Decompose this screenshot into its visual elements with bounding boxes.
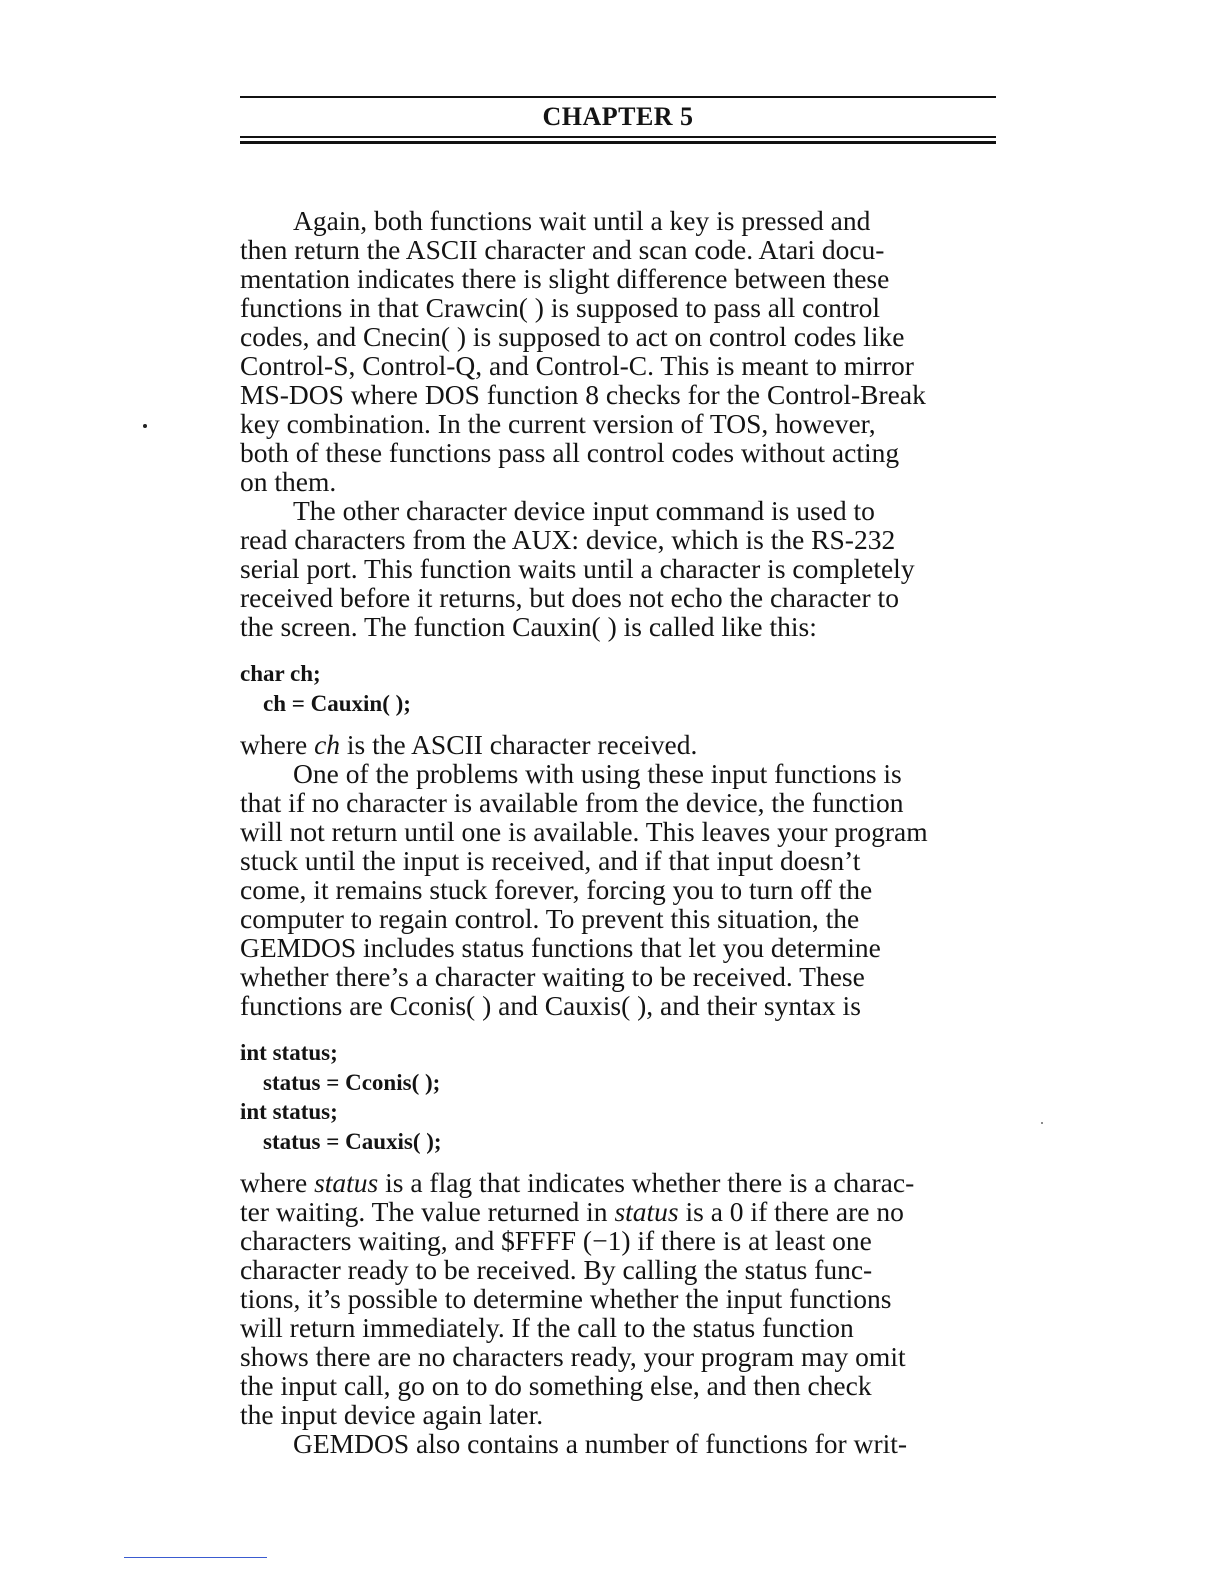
text-line: functions in that Crawcin( ) is supposed to pass all control	[240, 292, 881, 323]
text-line: tions, it’s possible to determine whether the input functions	[240, 1283, 892, 1314]
code-line: status = Cauxis( );	[263, 1128, 442, 1154]
text-line: will return immediately. If the call to the status function	[240, 1312, 854, 1343]
text-line: Control-S, Control-Q, and Control-C. This is meant to mirror	[240, 350, 914, 381]
text-line: GEMDOS includes status functions that let you determine	[240, 932, 881, 963]
code-block-cauxin	[240, 659, 1000, 718]
text-line: the input call, go on to do something else, and then check	[240, 1370, 872, 1401]
text-line: mentation indicates there is slight difference between these	[240, 263, 890, 294]
footnote-rule	[124, 1557, 267, 1558]
text-line: Again, both functions wait until a key is pressed and	[293, 205, 871, 236]
text-line: serial port. This function waits until a character is completely	[240, 553, 915, 584]
text-line: GEMDOS also contains a number of functions for writ-	[293, 1428, 908, 1459]
text-line: characters waiting, and $FFFF (−1) if there is at least one	[240, 1225, 872, 1256]
header-double-rule	[240, 136, 996, 144]
emphasis-status: status	[314, 1167, 379, 1198]
text-line: computer to regain control. To prevent this situation, the	[240, 903, 860, 934]
text-line: stuck until the input is received, and if that input doesn’t	[240, 845, 861, 876]
text-line: then return the ASCII character and scan code. Atari docu-	[240, 234, 885, 265]
chapter-title: CHAPTER 5	[542, 102, 694, 131]
text-line: the screen. The function Cauxin( ) is called like this:	[240, 611, 817, 642]
code-line: ch = Cauxin( );	[263, 690, 411, 716]
text-line: that if no character is available from the device, the function	[240, 787, 904, 818]
scan-speck	[1041, 1122, 1043, 1124]
text-line: received before it returns, but does not echo the character to	[240, 582, 899, 613]
text-line: One of the problems with using these input functions is	[293, 758, 902, 789]
text-line: come, it remains stuck forever, forcing you to turn off the	[240, 874, 873, 905]
text-line: The other character device input command is used to	[293, 495, 875, 526]
scan-speck	[143, 424, 147, 428]
text-line: shows there are no characters ready, your program may omit	[240, 1341, 906, 1372]
text-line: key combination. In the current version of TOS, however,	[240, 408, 876, 439]
text-line: read characters from the AUX: device, which is the RS-232	[240, 524, 896, 555]
code-line: int status;	[240, 1099, 338, 1124]
header-top-rule	[240, 96, 996, 98]
emphasis-ch: ch	[314, 729, 341, 760]
text-line: whether there’s a character waiting to be received. These	[240, 961, 865, 992]
text-line: where status is a flag that indicates whether there is a charac-	[240, 1167, 915, 1198]
text-line: the input device again later.	[240, 1399, 544, 1430]
code-block-status	[240, 1038, 1000, 1156]
code-line: status = Cconis( );	[263, 1069, 441, 1095]
text-line: on them.	[240, 466, 337, 497]
text-line: both of these functions pass all control codes without acting	[240, 437, 900, 468]
emphasis-status: status	[614, 1196, 679, 1227]
text-line: where ch is the ASCII character received.	[240, 729, 698, 760]
body-text	[240, 206, 1000, 1458]
code-line: int status;	[240, 1040, 338, 1065]
code-line: char ch;	[240, 661, 321, 686]
text-line: MS-DOS where DOS function 8 checks for the Control-Break	[240, 379, 926, 410]
text-line: codes, and Cnecin( ) is supposed to act on control codes like	[240, 321, 905, 352]
chapter-header	[240, 96, 996, 144]
text-line: ter waiting. The value returned in status is a 0 if there are no	[240, 1196, 904, 1227]
text-line: character ready to be received. By calling the status func-	[240, 1254, 873, 1285]
text-line: will not return until one is available. This leaves your program	[240, 816, 928, 847]
text-line: functions are Cconis( ) and Cauxis( ), and their syntax is	[240, 990, 861, 1021]
